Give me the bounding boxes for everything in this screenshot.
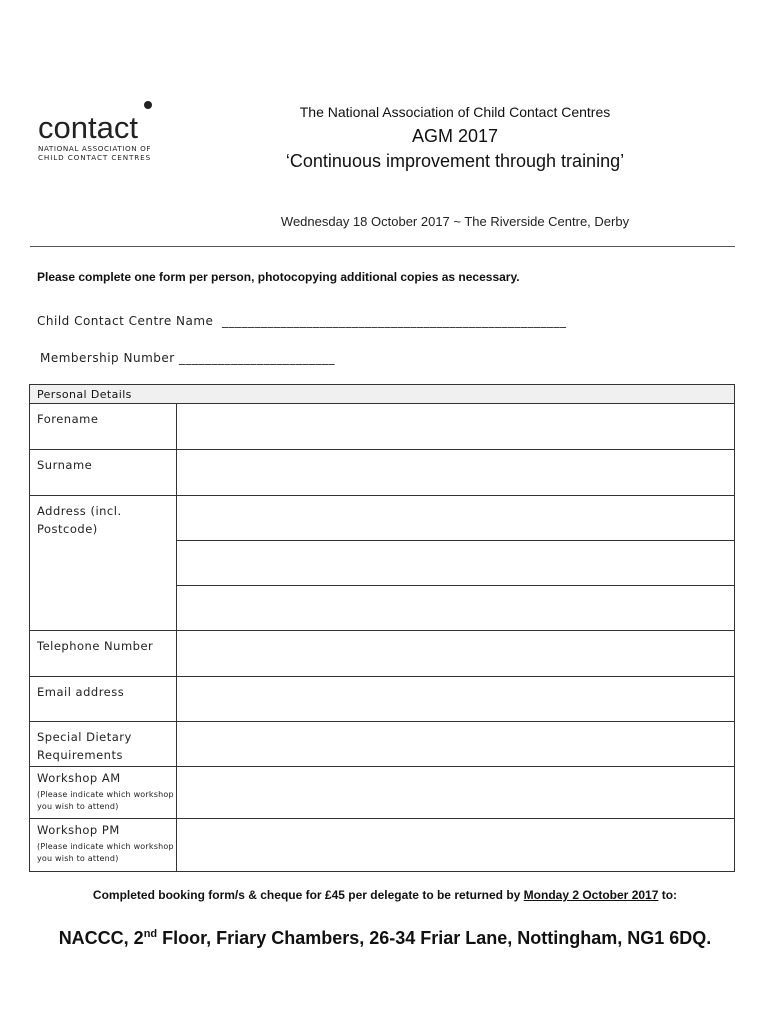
address-line-2-input[interactable]	[177, 541, 734, 586]
logo-line2: CHILD CONTACT CENTRES	[38, 153, 152, 162]
dietary-label: Special Dietary Requirements	[30, 722, 177, 766]
centre-name-field[interactable]	[37, 314, 567, 328]
table-row	[30, 631, 734, 677]
membership-number-label: Membership Number	[40, 351, 175, 365]
telephone-label: Telephone Number	[30, 631, 177, 676]
table-row	[30, 819, 734, 871]
personal-details-table	[29, 384, 735, 872]
address-line-3-input[interactable]	[177, 586, 734, 630]
address-label: Address (incl. Postcode)	[30, 496, 177, 630]
centre-name-label: Child Contact Centre Name	[37, 314, 214, 328]
workshop-am-label	[30, 767, 177, 818]
workshop-am-input[interactable]	[177, 767, 734, 818]
logo-figure-head	[144, 101, 152, 109]
forename-label: Forename	[30, 404, 177, 449]
surname-input[interactable]	[177, 450, 734, 495]
event-tagline: ‘Continuous improvement through training’	[285, 151, 625, 171]
table-row	[30, 496, 734, 631]
return-deadline: Monday 2 October 2017	[523, 888, 659, 902]
table-row	[30, 677, 734, 722]
address-rest: Floor, Friary Chambers, 26-34 Friar Lane, Nottingham, NG1 6DQ.	[162, 928, 712, 948]
forename-input[interactable]	[177, 404, 734, 449]
address-line-1-input[interactable]	[177, 496, 734, 541]
return-address	[0, 928, 770, 949]
surname-label: Surname	[30, 450, 177, 495]
email-input[interactable]	[177, 677, 734, 721]
table-row	[30, 767, 734, 819]
workshop-am-note: (Please indicate which workshop you wish to attend)	[37, 790, 174, 811]
organisation-name: The National Association of Child Contact Centres	[299, 104, 611, 120]
form-instruction: Please complete one form per person, photocopying additional copies as necessary.	[37, 270, 520, 284]
telephone-input[interactable]	[177, 631, 734, 676]
address-inputs	[177, 496, 734, 630]
event-details: Wednesday 18 October 2017 ~ The Riverside Centre, Derby	[280, 214, 630, 229]
email-label: Email address	[30, 677, 177, 721]
return-prefix: Completed booking form/s & cheque for £45 per delegate to be returned by	[92, 888, 521, 902]
table-row	[30, 450, 734, 496]
workshop-pm-title: Workshop PM	[37, 823, 120, 837]
workshop-pm-input[interactable]	[177, 819, 734, 871]
dietary-input[interactable]	[177, 722, 734, 766]
workshop-pm-label	[30, 819, 177, 871]
return-instructions	[0, 888, 770, 902]
return-suffix: to:	[661, 888, 678, 902]
table-row	[30, 722, 734, 767]
centre-name-blank[interactable]: _____________________________________________________	[222, 314, 567, 328]
section-title: Personal Details	[30, 385, 734, 404]
header-divider	[30, 246, 735, 247]
workshop-am-title: Workshop AM	[37, 771, 121, 785]
naccc-logo	[38, 100, 162, 164]
workshop-pm-note: (Please indicate which workshop you wish to attend)	[37, 842, 174, 863]
membership-number-blank[interactable]: ________________________	[179, 351, 336, 365]
address-ordinal: nd	[143, 928, 158, 940]
logo-line1: NATIONAL ASSOCIATION OF	[38, 144, 152, 153]
membership-number-field[interactable]	[40, 351, 335, 365]
table-row	[30, 404, 734, 450]
address-prefix: NACCC, 2	[58, 928, 144, 948]
event-name: AGM 2017	[411, 126, 499, 146]
logo-wordmark: contact	[38, 110, 138, 145]
